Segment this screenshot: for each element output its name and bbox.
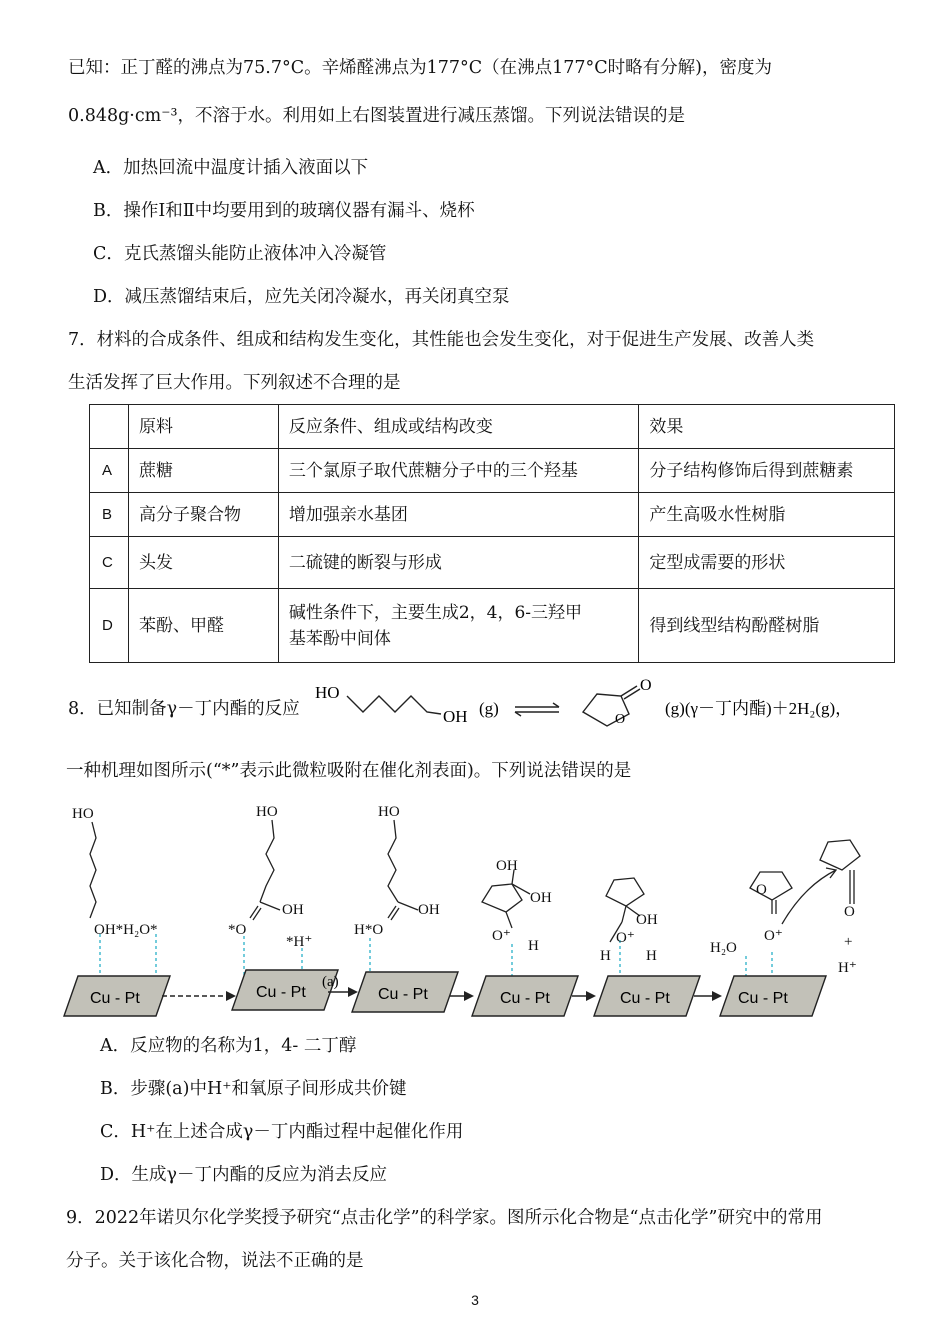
mech-oh: OH	[496, 858, 518, 874]
mech-o-plus: O⁺	[616, 930, 635, 946]
mech-oh: OH	[418, 902, 440, 918]
effect-cell: 得到线型结构酚醛树脂	[639, 589, 895, 663]
change-cell: 二硫键的断裂与形成	[278, 537, 639, 589]
change-cell: 三个氯原子取代蔗糖分子中的三个羟基	[278, 449, 639, 493]
q8-option-a: A．反应物的名称为1，4- 二丁醇	[100, 1036, 357, 1056]
effect-cell: 产生高吸水性树脂	[639, 493, 895, 537]
mechanism-labels	[72, 804, 857, 976]
row-label: D	[90, 589, 129, 663]
mech-oh: OH	[636, 912, 658, 928]
mech-h: H	[528, 938, 539, 954]
mech-h2o: H₂O	[710, 940, 737, 956]
catalyst-row	[64, 970, 826, 1016]
q6-option-a: A．加热回流中温度计插入液面以下	[93, 158, 369, 178]
q8-stem-line-2: 一种机理如图所示(“*”表示此微粒吸附在催化剂表面)。下列说法错误的是	[66, 761, 632, 781]
q8-option-c: C．H⁺在上述合成γ－丁内酯过程中起催化作用	[100, 1122, 464, 1142]
eq-carbonyl-o: O	[640, 677, 652, 694]
header-cell: 原料	[128, 405, 278, 449]
mech-h-star: *H⁺	[286, 934, 313, 950]
table-row	[90, 589, 895, 663]
mech-star-o: *O	[228, 922, 247, 938]
eq-tail: (g)(γ－丁内酯)＋2H₂(g)，	[665, 699, 853, 718]
table-row	[90, 493, 895, 537]
material-cell: 苯酚、甲醛	[128, 589, 278, 663]
header-cell: 效果	[639, 405, 895, 449]
eq-oh: OH	[443, 707, 468, 726]
mech-ho: HO	[72, 806, 94, 822]
q6-option-c: C．克氏蒸馏头能防止液体冲入冷凝管	[93, 244, 387, 264]
q9-stem-line-1: 9．2022年诺贝尔化学奖授予研究“点击化学”的科学家。图所示化合物是“点击化学”研究中的常用	[66, 1208, 823, 1228]
catalyst-label: Cu - Pt	[738, 990, 788, 1007]
material-cell: 头发	[128, 537, 278, 589]
eq-ring-o: O	[615, 712, 626, 727]
mech-oh: OH	[282, 902, 304, 918]
q6-option-d: D．减压蒸馏结束后，应先关闭冷凝水，再关闭真空泵	[93, 287, 510, 307]
header-cell: 反应条件、组成或结构改变	[278, 405, 639, 449]
mech-ho: HO	[256, 804, 278, 820]
q8-mechanism-figure	[60, 790, 900, 1030]
catalyst-label: Cu - Pt	[620, 990, 670, 1007]
mech-oh: OH	[530, 890, 552, 906]
effect-cell: 定型成需要的形状	[639, 537, 895, 589]
mech-h-plus: H⁺	[838, 960, 857, 976]
mech-plus: +	[844, 934, 853, 950]
material-cell: 高分子聚合物	[128, 493, 278, 537]
intro-line-2: 0.848g·cm⁻³，不溶于水。利用如上右图装置进行减压蒸馏。下列说法错误的是	[68, 106, 686, 126]
header-cell	[90, 405, 129, 449]
intro-line-1: 已知：正丁醛的沸点为75.7°C。辛烯醛沸点为177°C（在沸点177°C时略有分解)，密度为	[68, 58, 773, 78]
table-header-row	[90, 405, 895, 449]
row-label: C	[90, 537, 129, 589]
mech-o-plus: O⁺	[764, 928, 783, 944]
row-label: B	[90, 493, 129, 537]
change-cell: 增加强亲水基团	[278, 493, 639, 537]
catalyst-label: Cu - Pt	[378, 986, 428, 1003]
q6-option-b: B．操作Ⅰ和Ⅱ中均要用到的玻璃仪器有漏斗、烧杯	[93, 201, 475, 221]
q9-stem-line-2: 分子。关于该化合物，说法不正确的是	[66, 1251, 364, 1271]
q8-equation	[315, 676, 895, 738]
row-label: A	[90, 449, 129, 493]
eq-ho: HO	[315, 683, 340, 702]
mech-ho: HO	[378, 804, 400, 820]
catalyst-label: Cu - Pt	[256, 984, 306, 1001]
q7-stem-line-1: 7．材料的合成条件、组成和结构发生变化，其性能也会发生变化，对于促进生产发展、改善人类	[68, 330, 815, 350]
step-a-label: (a)	[322, 974, 339, 990]
eq-g: (g)	[479, 699, 499, 718]
q7-stem-line-2: 生活发挥了巨大作用。下列叙述不合理的是	[68, 373, 401, 393]
table-row	[90, 537, 895, 589]
catalyst-label: Cu - Pt	[500, 990, 550, 1007]
mech-h: H	[646, 948, 657, 964]
q7-table	[89, 404, 895, 663]
mech-h: H	[600, 948, 611, 964]
mech-oh-h2o: OH*H₂O*	[94, 922, 158, 938]
q8-option-b: B．步骤(a)中H⁺和氧原子间形成共价键	[100, 1079, 407, 1099]
mech-o-plus: O⁺	[492, 928, 511, 944]
effect-cell: 分子结构修饰后得到蔗糖素	[639, 449, 895, 493]
change-cell	[278, 589, 639, 663]
change-line: 碱性条件下，主要生成2，4，6-三羟甲	[288, 602, 583, 623]
mech-h-star-o: H*O	[354, 922, 384, 938]
mech-carbonyl-o: O	[844, 904, 855, 920]
q8-option-d: D．生成γ－丁内酯的反应为消去反应	[100, 1165, 387, 1185]
q8-stem-prefix: 8．已知制备γ－丁内酯的反应	[68, 699, 300, 719]
change-line: 基苯酚中间体	[288, 628, 391, 649]
page-number: 3	[471, 1292, 479, 1308]
molecules	[90, 820, 860, 942]
catalyst-label: Cu - Pt	[90, 990, 140, 1007]
table-row	[90, 449, 895, 493]
material-cell: 蔗糖	[128, 449, 278, 493]
mech-ring-o: O	[756, 882, 767, 898]
